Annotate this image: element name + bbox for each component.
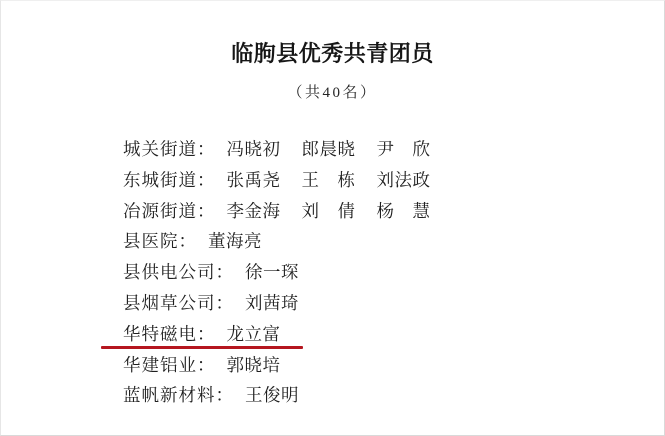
highlight-underline [101,346,303,349]
org-label: 华特磁电： [123,323,216,344]
org-label: 蓝帆新材料： [123,385,234,406]
org-label: 城关街道： [123,139,216,159]
person-name: 杨 慧 [376,200,431,221]
person-name: 刘茜琦 [245,292,299,313]
list-item [123,165,654,196]
list-item [123,288,654,319]
person-name: 董海亮 [208,231,262,252]
person-name: 徐一琛 [245,262,299,283]
org-label: 冶源街道： [123,200,216,221]
person-name: 李金海 [226,200,281,221]
list-item [123,134,654,165]
org-label: 华建铝业： [123,354,216,375]
list-item [123,226,654,257]
award-list [123,134,654,411]
list-item [123,380,654,411]
person-name: 龙立富 [226,323,281,344]
list-item [123,319,654,350]
person-name: 刘法政 [376,169,431,190]
org-label: 东城街道： [123,169,216,190]
person-name: 王俊明 [245,385,299,406]
page-title: 临朐县优秀共青团员 [231,41,434,66]
page-subtitle: （共40名） [287,85,378,101]
person-name: 刘 倩 [301,200,356,221]
person-name: 张禹尧 [226,169,281,190]
person-name: 郎晨晓 [301,139,356,159]
person-name: 郭晓培 [226,354,281,375]
list-item [123,196,654,227]
person-name: 冯晓初 [226,139,281,159]
person-name: 王 栋 [301,169,356,190]
org-label: 县烟草公司： [123,292,234,313]
org-label: 县供电公司： [123,262,234,283]
list-item [123,350,654,381]
org-label: 县医院： [123,231,197,252]
person-name: 尹 欣 [376,139,431,159]
list-item [123,257,654,288]
